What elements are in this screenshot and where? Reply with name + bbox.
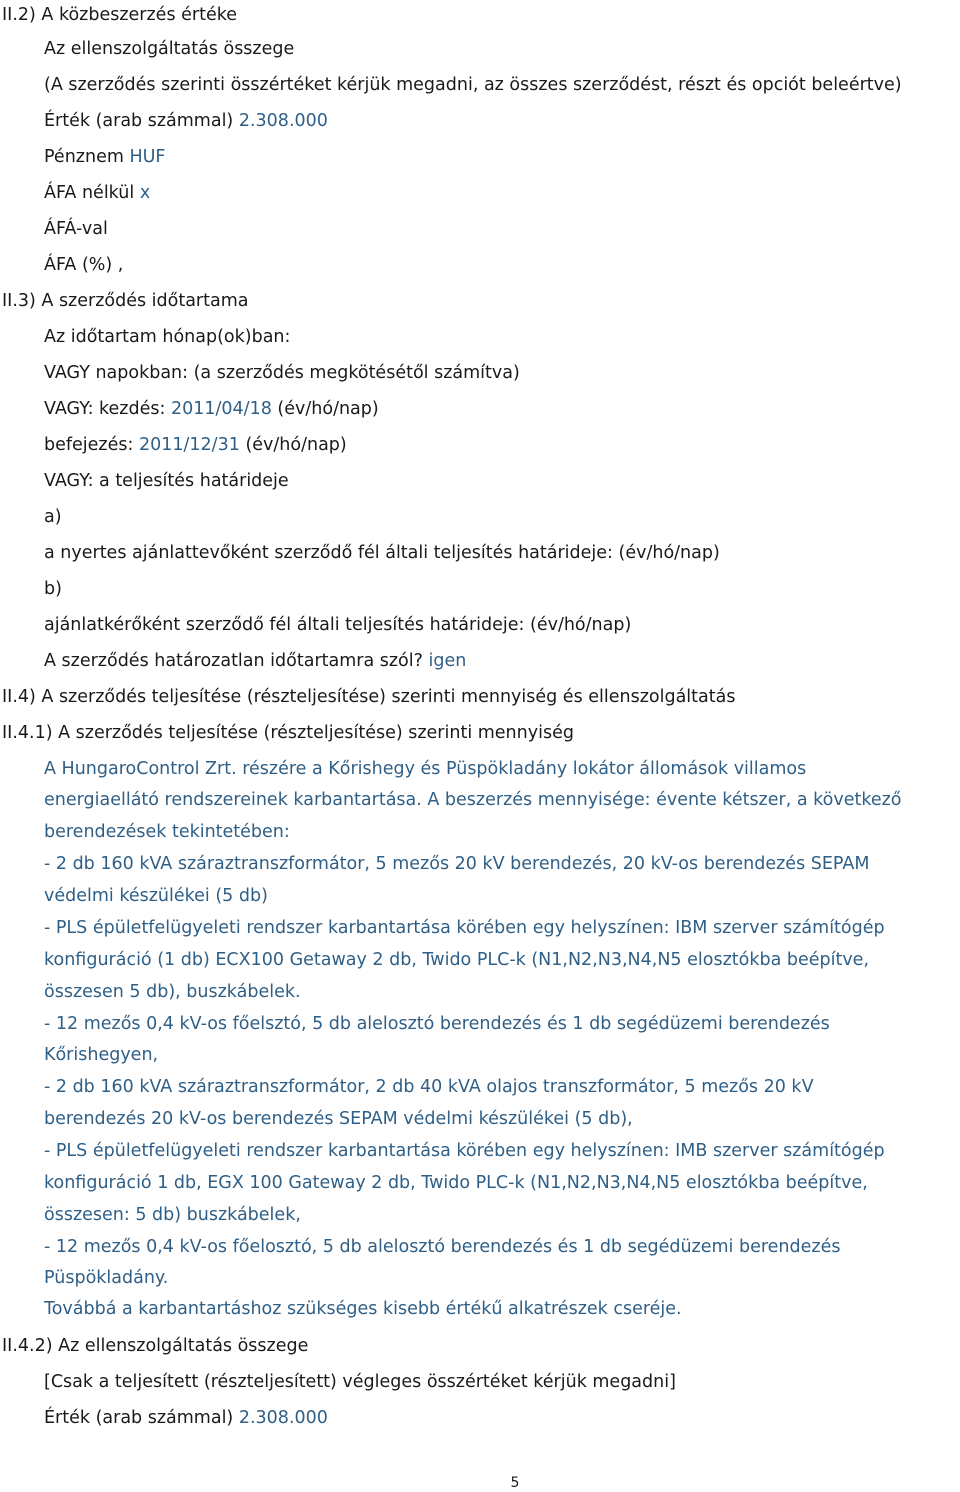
value-label: Érték (arab számmal) — [44, 111, 234, 131]
value-row — [44, 109, 328, 133]
currency-value: HUF — [129, 147, 166, 167]
vat-excl-mark: x — [139, 183, 151, 203]
currency-label: Pénznem — [44, 147, 124, 167]
quantity-line: - 2 db 160 kVA száraztranszformátor, 2 db 40 kVA olajos transzformátor, 5 mezős 20 kV — [44, 1077, 814, 1097]
quantity-line: berendezések tekintetében: — [44, 822, 290, 842]
end-date: 2011/12/31 — [138, 435, 240, 455]
vat-excl-row — [44, 181, 150, 205]
section-22-note: (A szerződés szerinti összértéket kérjük megadni, az összes szerződést, részt és opciót beleértve) — [44, 75, 902, 95]
section-241-heading: II.4.1) A szerződés teljesítése (részteljesítése) szerinti mennyiség — [2, 723, 574, 743]
quantity-line: Továbbá a karbantartáshoz szükséges kisebb értékű alkatrészek cseréje. — [44, 1299, 682, 1319]
quantity-line: - 12 mezős 0,4 kV-os főelsztó, 5 db alelosztó berendezés és 1 db segédüzemi berendezés — [44, 1014, 830, 1034]
months-label: Az időtartam hónap(ok)ban: — [44, 327, 291, 347]
quantity-line: Kőrishegyen, — [44, 1045, 159, 1065]
quantity-line: összesen 5 db), buszkábelek. — [44, 982, 301, 1002]
page-number: 5 — [510, 1475, 520, 1491]
vat-excl-label: ÁFA nélkül — [44, 183, 135, 203]
quantity-line: - PLS épületfelügyeleti rendszer karbantartása körében egy helyszínen: IBM szerver számítógép — [44, 918, 885, 938]
section-24-heading: II.4) A szerződés teljesítése (részteljesítése) szerinti mennyiség és ellenszolgáltatás — [2, 687, 736, 707]
option-b-text: ajánlatkérőként szerződő fél általi teljesítés határideje: (év/hó/nap) — [44, 615, 632, 635]
section-23-heading: II.3) A szerződés időtartama — [2, 291, 249, 311]
option-a-label: a) — [44, 507, 62, 527]
indefinite-row — [44, 649, 466, 673]
section-242-heading: II.4.2) Az ellenszolgáltatás összege — [2, 1336, 309, 1356]
start-label: VAGY: kezdés: — [44, 399, 166, 419]
quantity-line: védelmi készülékei (5 db) — [44, 886, 268, 906]
vat-pct-label: ÁFA (%) , — [44, 255, 124, 275]
option-b-label: b) — [44, 579, 62, 599]
start-unit: (év/hó/nap) — [277, 399, 379, 419]
value-amount: 2.308.000 — [238, 111, 328, 131]
end-row — [44, 433, 347, 457]
quantity-line: berendezés 20 kV-os berendezés SEPAM védelmi készülékei (5 db), — [44, 1109, 633, 1129]
final-value-row — [44, 1406, 328, 1430]
quantity-line: - 2 db 160 kVA száraztranszformátor, 5 mezős 20 kV berendezés, 20 kV-os berendezés SEPAM — [44, 854, 870, 874]
quantity-line: konfiguráció 1 db, EGX 100 Gateway 2 db, Twido PLC-k (N1,N2,N3,N4,N5 elosztókba beépítve, — [44, 1173, 868, 1193]
quantity-line: energiaellátó rendszereinek karbantartása. A beszerzés mennyisége: évente kétszer, a következő — [44, 790, 902, 810]
final-value-amount: 2.308.000 — [238, 1408, 328, 1428]
vat-incl-label: ÁFÁ-val — [44, 219, 108, 239]
currency-row — [44, 145, 166, 169]
quantity-line: összesen: 5 db) buszkábelek, — [44, 1205, 301, 1225]
deadline-label: VAGY: a teljesítés határideje — [44, 471, 289, 491]
section-22-subheading: Az ellenszolgáltatás összege — [44, 39, 295, 59]
start-date: 2011/04/18 — [170, 399, 272, 419]
indefinite-label: A szerződés határozatlan időtartamra szól? — [44, 651, 423, 671]
section-242-note: [Csak a teljesített (részteljesített) végleges összértéket kérjük megadni] — [44, 1372, 676, 1392]
quantity-line: Püspökladány. — [44, 1268, 169, 1288]
option-a-text: a nyertes ajánlattevőként szerződő fél általi teljesítés határideje: (év/hó/nap) — [44, 543, 720, 563]
quantity-line: konfiguráció (1 db) ECX100 Getaway 2 db, Twido PLC-k (N1,N2,N3,N4,N5 elosztókba beépítve, — [44, 950, 870, 970]
section-22-heading: II.2) A közbeszerzés értéke — [2, 5, 237, 25]
final-value-label: Érték (arab számmal) — [44, 1408, 234, 1428]
end-unit: (év/hó/nap) — [245, 435, 347, 455]
start-row — [44, 397, 379, 421]
quantity-line: - PLS épületfelügyeleti rendszer karbantartása körében egy helyszínen: IMB szerver számítógép — [44, 1141, 885, 1161]
end-label: befejezés: — [44, 435, 134, 455]
indefinite-value: igen — [428, 651, 467, 671]
days-label: VAGY napokban: (a szerződés megkötésétől számítva) — [44, 363, 520, 383]
quantity-line: A HungaroControl Zrt. részére a Kőrishegy és Püspökladány lokátor állomások villamos — [44, 759, 807, 779]
quantity-line: - 12 mezős 0,4 kV-os főelosztó, 5 db alelosztó berendezés és 1 db segédüzemi berendezés — [44, 1237, 841, 1257]
